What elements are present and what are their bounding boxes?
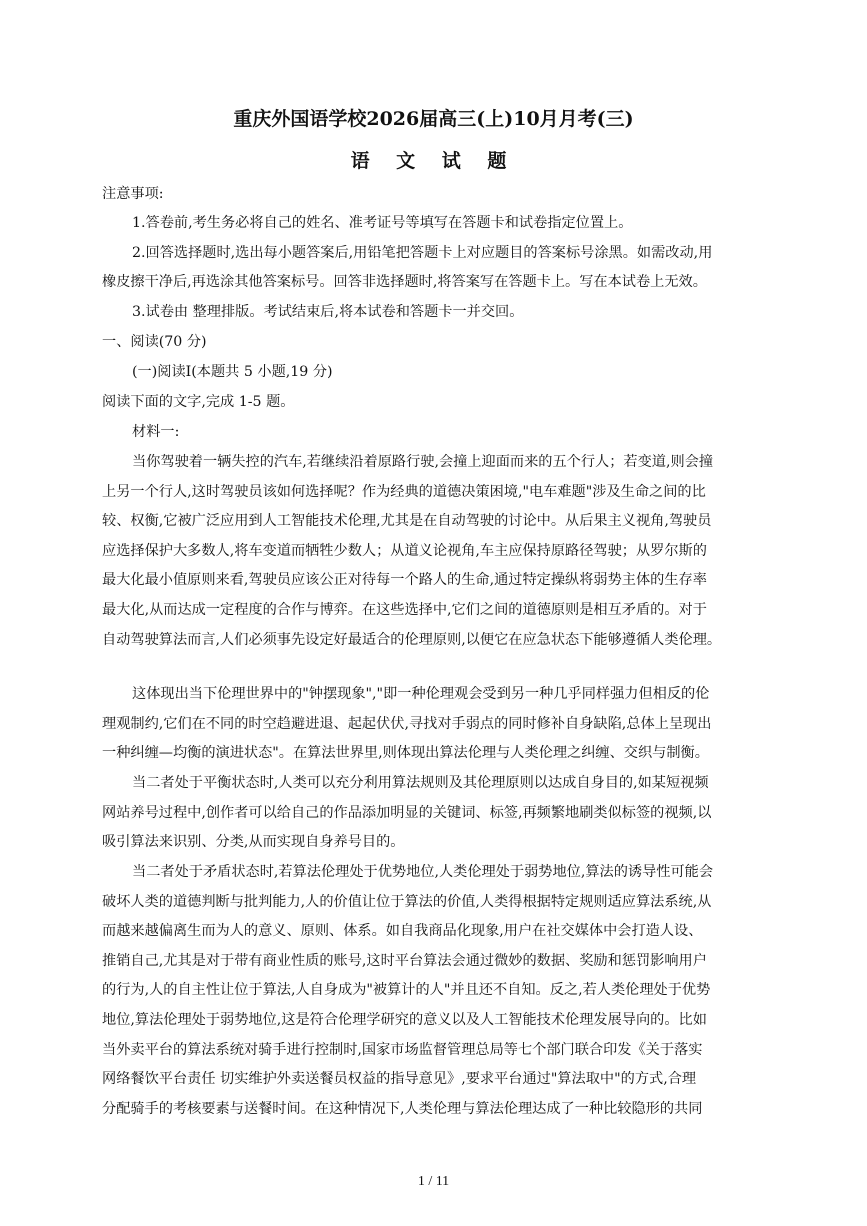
reading-instruction: 阅读下面的文字,完成 1-5 题。 bbox=[102, 394, 295, 410]
paragraph-line: 应选择保护大多数人,将车变道而牺牲少数人；从道义论视角,车主应保持原路径驾驶；从罗尔斯的 bbox=[102, 543, 707, 559]
section-heading: 一、阅读(70 分) bbox=[102, 334, 207, 350]
material-label: 材料一: bbox=[132, 424, 180, 440]
notice-item: 2.回答选择题时,选出每小题答案后,用铅笔把答题卡上对应题目的答案标号涂黑。如需改动,用 bbox=[132, 245, 713, 261]
paragraph-line: 推销自己,尤其是对于带有商业性质的账号,这时平台算法会通过微妙的数据、奖励和惩罚影响用户 bbox=[102, 953, 707, 969]
notice-heading: 注意事项: bbox=[102, 186, 164, 202]
notice-item: 1.答卷前,考生务必将自己的姓名、准考证号等填写在答题卡和试卷指定位置上。 bbox=[132, 215, 633, 231]
paragraph-line: 较、权衡,它被广泛应用到人工智能技术伦理,尤其是在自动驾驶的讨论中。从后果主义视角,驾驶员 bbox=[102, 513, 712, 529]
paragraph-line: 自动驾驶算法而言,人们必须事先设定好最适合的伦理原则,以便它在应急状态下能够遵循人类伦理。 bbox=[102, 632, 722, 648]
paragraph-line: 理观制约,它们在不同的时空趋避进退、起起伏伏,寻找对手弱点的同时修补自身缺陷,总体上呈现出 bbox=[102, 716, 712, 732]
paragraph-line: 的行为,人的自主性让位于算法,人自身成为"被算计的人"并且还不自知。反之,若人类伦理处于优势 bbox=[102, 982, 711, 998]
notice-item: 3.试卷由 整理排版。考试结束后,将本试卷和答题卡一并交回。 bbox=[132, 304, 524, 320]
paragraph-line: 当你驾驶着一辆失控的汽车,若继续沿着原路行驶,会撞上迎面而来的五个行人；若变道,则会撞 bbox=[132, 454, 714, 470]
paragraph-line: 地位,算法伦理处于弱势地位,这是符合伦理学研究的意义以及人工智能技术伦理发展导向的。比如 bbox=[102, 1012, 707, 1028]
paragraph-line: 网络餐饮平台责任 切实维护外卖送餐员权益的指导意见》,要求平台通过"算法取中"的方式,合理 bbox=[102, 1071, 697, 1087]
paragraph-line: 一种纠缠—均衡的演进状态"。在算法世界里,则体现出算法伦理与人类伦理之纠缠、交织与制衡。 bbox=[102, 745, 709, 761]
paragraph-line: 吸引算法来识别、分类,从而实现自身养号目的。 bbox=[102, 834, 405, 850]
exam-title: 重庆外国语学校2026届高三(上)10月月考(三) bbox=[233, 108, 634, 130]
paragraph-line: 网站养号过程中,创作者可以给自己的作品添加明显的关键词、标签,再频繁地刷类似标签的视频,以 bbox=[102, 805, 712, 821]
exam-subtitle: 语 文 试 题 bbox=[350, 150, 517, 172]
notice-item: 橡皮擦干净后,再选涂其他答案标号。回答非选择题时,将答案写在答题卡上。写在本试卷上无效。 bbox=[102, 274, 707, 290]
paragraph-line: 这体现出当下伦理世界中的"钟摆现象","即一种伦理观会受到另一种几乎同样强力但相反的伦 bbox=[132, 686, 710, 702]
paragraph-line: 破坏人类的道德判断与批判能力,人的价值让位于算法的价值,人类得根据特定规则适应算法系统,从 bbox=[102, 894, 712, 910]
paragraph-line: 当二者处于矛盾状态时,若算法伦理处于优势地位,人类伦理处于弱势地位,算法的诱导性可能会 bbox=[132, 864, 714, 880]
subsection-heading: (一)阅读I(本题共 5 小题,19 分) bbox=[132, 364, 333, 380]
paragraph-line: 上另一个行人,这时驾驶员该如何选择呢？作为经典的道德决策困境,"电车难题"涉及生命之间的比 bbox=[102, 484, 706, 500]
page-number: 1 / 11 bbox=[417, 1174, 450, 1189]
paragraph-line: 而越来越偏离生而为人的意义、原则、体系。如自我商品化现象,用户在社交媒体中会打造人设、 bbox=[102, 923, 703, 939]
paragraph-line: 最大化,从而达成一定程度的合作与博弈。在这些选择中,它们之间的道德原则是相互矛盾的。对于 bbox=[102, 602, 707, 618]
paragraph-line: 分配骑手的考核要素与送餐时间。在这种情况下,人类伦理与算法伦理达成了一种比较隐形的共同 bbox=[102, 1101, 703, 1117]
paragraph-line: 当外卖平台的算法系统对骑手进行控制时,国家市场监督管理总局等七个部门联合印发《关于落实 bbox=[102, 1042, 703, 1058]
paragraph-line: 最大化最小值原则来看,驾驶员应该公正对待每一个路人的生命,通过特定操纵将弱势主体的生存率 bbox=[102, 572, 707, 588]
paragraph-line: 当二者处于平衡状态时,人类可以充分利用算法规则及其伦理原则以达成自身目的,如某短视频 bbox=[132, 775, 709, 791]
